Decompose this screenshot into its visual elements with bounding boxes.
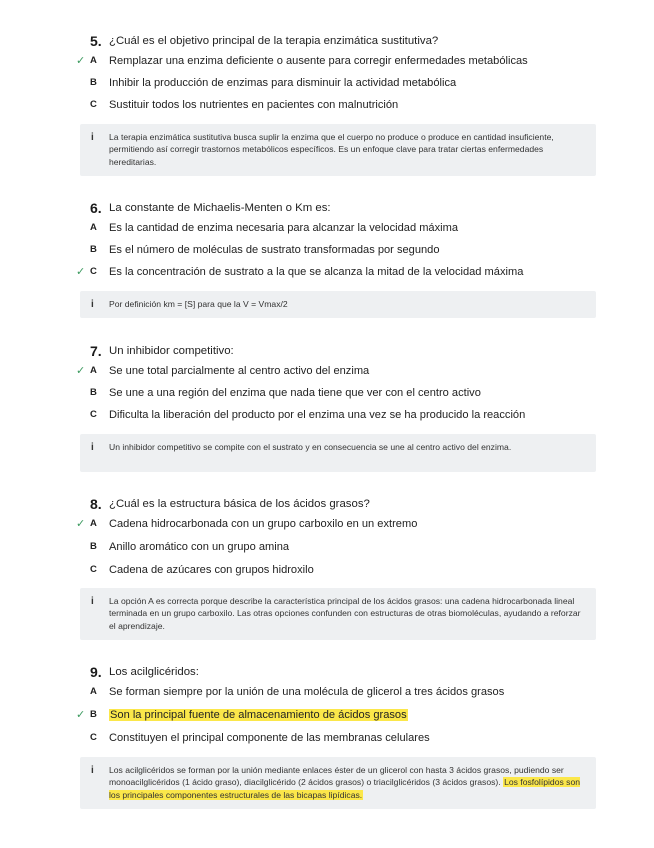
option-letter: B — [90, 709, 97, 720]
question-text: Los acilglicéridos: — [109, 666, 199, 678]
question-header — [0, 199, 654, 217]
info-icon: i — [91, 596, 94, 607]
question-number: 5. — [90, 33, 102, 49]
option-letter: B — [90, 387, 97, 398]
option-c[interactable] — [0, 730, 654, 746]
explanation-box — [80, 757, 596, 809]
question-text: Un inhibidor competitivo: — [109, 345, 234, 357]
option-text: Se une total parcialmente al centro activo del enzima — [109, 365, 370, 377]
highlighted-text: Son la principal fuente de almacenamiento de ácidos grasos — [110, 709, 407, 721]
option-a[interactable] — [0, 684, 654, 700]
question-text: ¿Cuál es el objetivo principal de la terapia enzimática sustitutiva? — [109, 35, 439, 47]
option-text: Se une a una región del enzima que nada tiene que ver con el centro activo — [109, 387, 481, 399]
explanation-box — [80, 588, 596, 640]
question-number: 7. — [90, 343, 102, 359]
option-letter: A — [90, 686, 97, 697]
question-header — [0, 663, 654, 681]
option-text: Cadena de azúcares con grupos hidroxilo — [109, 564, 314, 576]
question-text: La constante de Michaelis-Menten o Km es: — [109, 202, 331, 214]
option-a[interactable] — [0, 53, 654, 69]
check-icon: ✓ — [76, 365, 86, 377]
option-letter: C — [90, 564, 97, 575]
option-letter: A — [90, 55, 97, 66]
check-icon: ✓ — [76, 518, 86, 530]
option-b[interactable] — [0, 539, 654, 555]
question-number: 8. — [90, 496, 102, 512]
check-icon: ✓ — [76, 55, 86, 67]
option-b[interactable] — [0, 385, 654, 401]
question-number: 9. — [90, 664, 102, 680]
explanation-box — [80, 291, 596, 318]
option-letter: B — [90, 244, 97, 255]
option-a[interactable] — [0, 516, 654, 532]
option-letter: B — [90, 77, 97, 88]
option-text: Anillo aromático con un grupo amina — [109, 541, 290, 553]
question-text: ¿Cuál es la estructura básica de los ácidos grasos? — [109, 498, 370, 510]
explanation-text: La opción A es correcta porque describe la característica principal de los ácidos grasos: una cadena hidrocarbonada lineal terminada en un grupo carboxilo. Las otras opciones confunden con estructuras de otras biomoléculas, ayudando a reforzar el aprendizaje. — [109, 596, 581, 631]
option-text: Sustituir todos los nutrientes en pacientes con malnutrición — [109, 99, 399, 111]
option-text: Remplazar una enzima deficiente o ausente para corregir enfermedades metabólicas — [109, 55, 528, 67]
explanation-highlight: Los fosfolípidos son los principales componentes estructurales de las bicapas lipídicas. — [109, 777, 581, 800]
check-icon: ✓ — [76, 266, 86, 278]
option-text: Constituyen el principal componente de las membranas celulares — [109, 732, 430, 744]
explanation-plain: Los acilglicéridos se forman por la unión mediante enlaces éster de un glicerol con hasta 3 ácidos grasos, pudiendo ser monoacilglicéridos (1 ácido graso), diacilglicérido (2 ácidos grasos) o triacilglicéridos (3 ácidos grasos). — [109, 765, 564, 788]
option-text: Cadena hidrocarbonada con un grupo carboxilo en un extremo — [109, 518, 418, 530]
option-a[interactable] — [0, 363, 654, 379]
option-letter: A — [90, 365, 97, 376]
explanation-text: Un inhibidor competitivo se compite con el sustrato y en consecuencia se une al centro activo del enzima. — [109, 442, 512, 452]
explanation-box — [80, 124, 596, 176]
info-icon: i — [91, 765, 94, 776]
option-letter: C — [90, 99, 97, 110]
option-text: Inhibir la producción de enzimas para disminuir la actividad metabólica — [109, 77, 457, 89]
option-c[interactable] — [0, 407, 654, 423]
question-number: 6. — [90, 200, 102, 216]
option-b[interactable] — [0, 242, 654, 258]
explanation-text: La terapia enzimática sustitutiva busca suplir la enzima que el cuerpo no produce o produce en cantidad insuficiente, permitiendo así corregir trastornos metabólicos específicos. Es un enfoque clave para tratar ciertas enfermedades hereditarias. — [109, 132, 554, 167]
explanation-text: Por definición km = [S] para que la V = Vmax/2 — [109, 299, 288, 309]
check-icon: ✓ — [76, 709, 86, 721]
option-letter: A — [90, 222, 97, 233]
info-icon: i — [91, 299, 94, 310]
option-b[interactable] — [0, 75, 654, 91]
option-text: Se forman siempre por la unión de una molécula de glicerol a tres ácidos grasos — [109, 686, 505, 698]
option-text — [109, 707, 408, 723]
explanation-text — [109, 764, 589, 801]
option-c[interactable] — [0, 562, 654, 578]
option-b[interactable] — [0, 707, 654, 723]
option-letter: A — [90, 518, 97, 529]
explanation-box — [80, 434, 596, 472]
option-c[interactable] — [0, 264, 654, 280]
option-text: Dificulta la liberación del producto por el enzima una vez se ha producido la reacción — [109, 409, 526, 421]
option-letter: C — [90, 732, 97, 743]
option-letter: B — [90, 541, 97, 552]
option-text: Es la cantidad de enzima necesaria para alcanzar la velocidad máxima — [109, 222, 459, 234]
info-icon: i — [91, 132, 94, 143]
option-a[interactable] — [0, 220, 654, 236]
option-text: Es el número de moléculas de sustrato transformadas por segundo — [109, 244, 440, 256]
info-icon: i — [91, 442, 94, 453]
question-header — [0, 32, 654, 50]
option-letter: C — [90, 409, 97, 420]
option-letter: C — [90, 266, 97, 277]
option-text: Es la concentración de sustrato a la que se alcanza la mitad de la velocidad máxima — [109, 266, 524, 278]
question-header — [0, 342, 654, 360]
question-header — [0, 495, 654, 513]
option-c[interactable] — [0, 97, 654, 113]
